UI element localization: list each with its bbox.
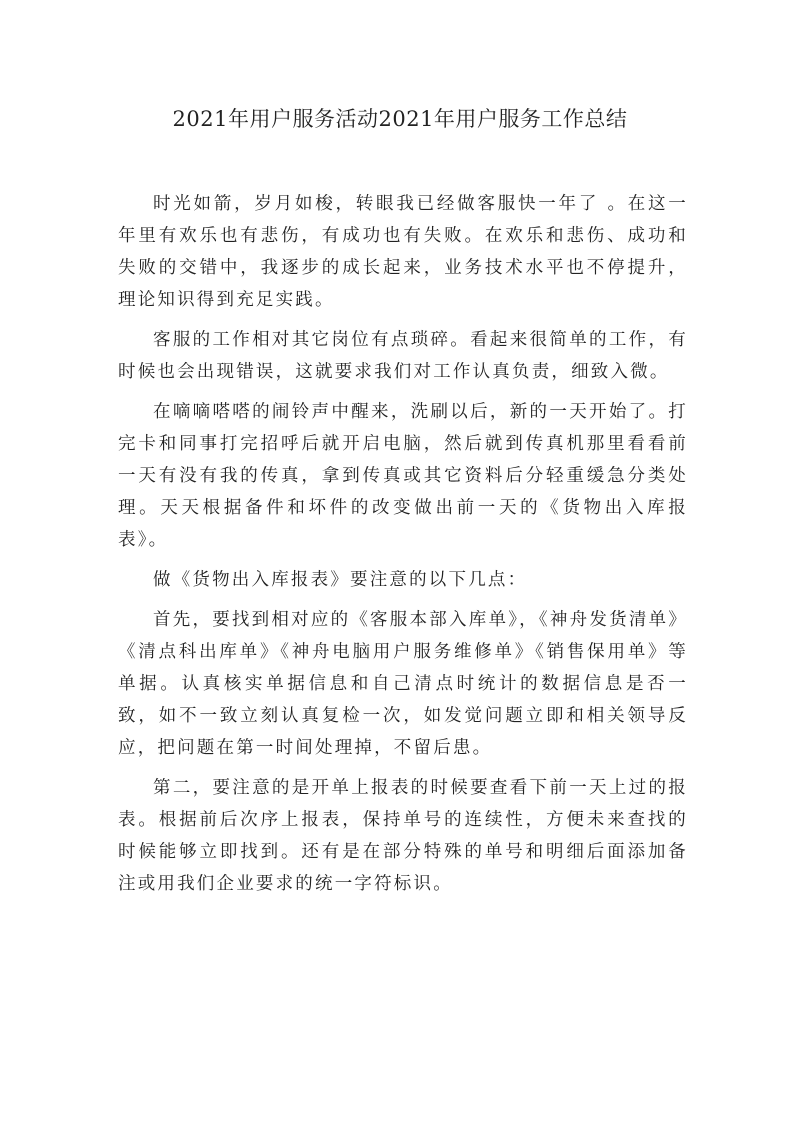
paragraph: 首先，要找到相对应的《客服本部入库单》，《神舟发货清单》《清点科出库单》《神舟电脑用户服务维修单》《销售保用单》等单据。认真核实单据信息和自己清点时统计的数据信息是否一致，如不一致立刻认真复检一次，如发觉问题立即和相关领导反应，把问题在第一时间处理掉，不留后患。 xyxy=(118,610,688,758)
paragraph: 客服的工作相对其它岗位有点琐碎。看起来很简单的工作，有时候也会出现错误，这就要求我们对工作认真负责，细致入微。 xyxy=(118,330,688,382)
paragraph: 在嘀嘀嗒嗒的闹铃声中醒来，洗刷以后，新的一天开始了。打完卡和同事打完招呼后就开启电脑，然后就到传真机那里看看前一天有没有我的传真，拿到传真或其它资料后分轻重缓急分类处理。天天根据备件和坏件的改变做出前一天的《货物出入库报表》。 xyxy=(118,402,688,550)
paragraph: 第二，要注意的是开单上报表的时候要查看下前一天上过的报表。根据前后次序上报表，保持单号的连续性，方便未来查找的时候能够立即找到。还有是在部分特殊的单号和明细后面添加备注或用我们企业要求的统一字符标识。 xyxy=(118,778,688,894)
paragraph: 时光如箭，岁月如梭，转眼我已经做客服快一年了 。在这一年里有欢乐也有悲伤，有成功也有失败。在欢乐和悲伤、成功和失败的交错中，我逐步的成长起来，业务技术水平也不停提升，理论知识得到充足实践。 xyxy=(118,194,688,310)
paragraph: 做《货物出入库报表》要注意的以下几点： xyxy=(153,570,528,590)
document-title: 2021年用户服务活动2021年用户服务工作总结 xyxy=(172,107,628,131)
document-body xyxy=(118,188,688,908)
